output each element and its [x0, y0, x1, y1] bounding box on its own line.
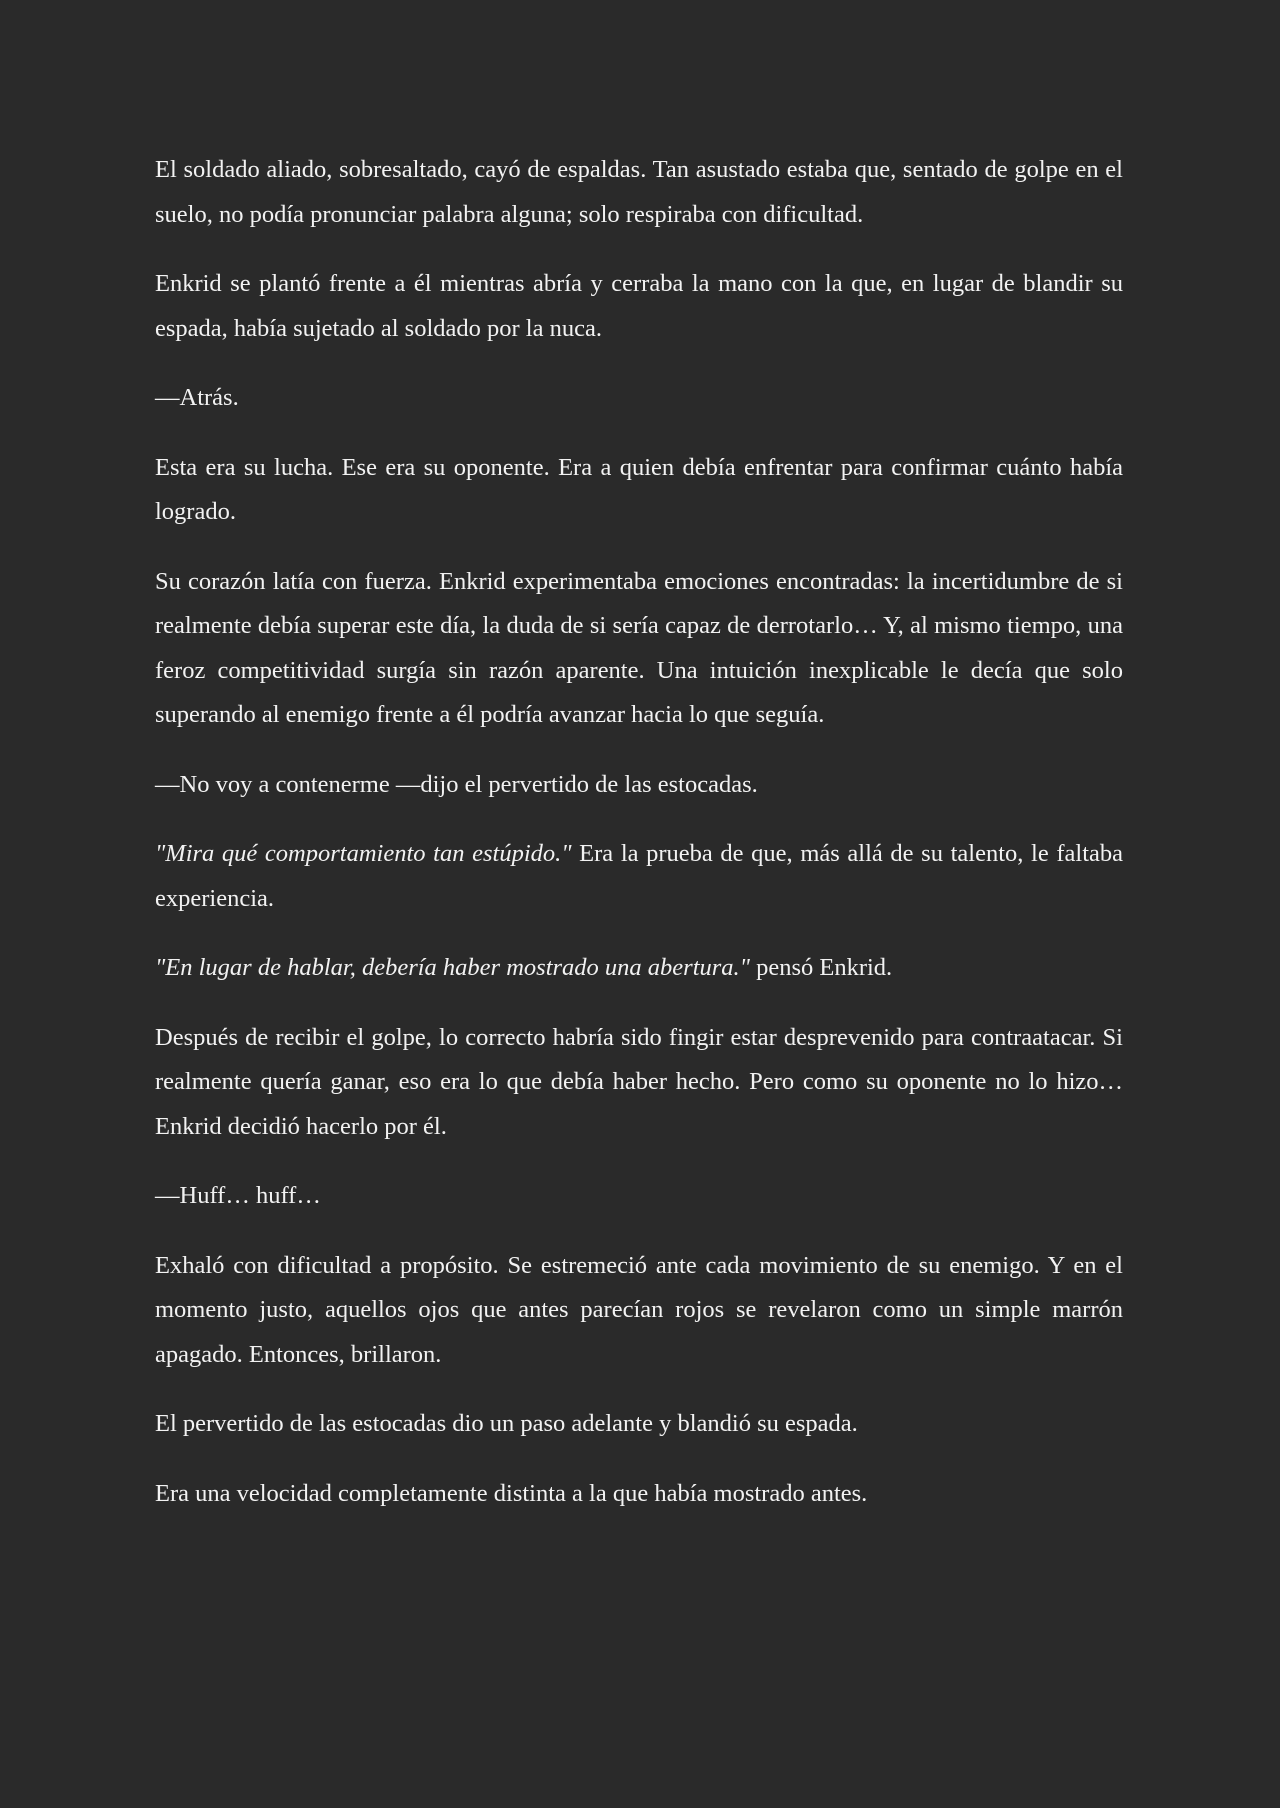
paragraph-text: Era la prueba de que, más allá de su talento, le faltaba experiencia.	[155, 840, 1123, 912]
inner-thought: "Mira qué comportamiento tan estúpido."	[155, 840, 572, 867]
paragraph: Esta era su lucha. Ese era su oponente. Era a quien debía enfrentar para confirmar cuánto había logrado.	[155, 453, 1123, 525]
paragraph: Después de recibir el golpe, lo correcto habría sido fingir estar desprevenido para contraatacar. Si realmente quería ganar, eso era lo que debía haber hecho. Pero como su oponente no lo hizo… Enkrid decidió hacerlo por él.	[155, 1023, 1123, 1140]
dialogue-line: —No voy a contenerme —dijo el pervertido de las estocadas.	[155, 770, 758, 798]
paragraph: El soldado aliado, sobresaltado, cayó de espaldas. Tan asustado estaba que, sentado de golpe en el suelo, no podía pronunciar palabra alguna; solo respiraba con dificultad.	[155, 156, 1123, 228]
paragraph: Exhaló con dificultad a propósito. Se estremeció ante cada movimiento de su enemigo. Y en el momento justo, aquellos ojos que antes parecían rojos se revelaron como un simple marrón apagado. Entonces, brillaron.	[155, 1251, 1123, 1368]
dialogue-line: —Huff… huff…	[155, 1182, 321, 1209]
reader-page	[155, 148, 1123, 1541]
paragraph-with-thought	[155, 832, 1123, 921]
paragraph-text: pensó Enkrid.	[749, 954, 893, 981]
paragraph: Enkrid se plantó frente a él mientras abría y cerraba la mano con la que, en lugar de blandir su espada, había sujetado al soldado por la nuca.	[155, 270, 1123, 342]
inner-thought: "En lugar de hablar, debería haber mostrado una abertura."	[155, 954, 750, 981]
paragraph: Era una velocidad completamente distinta a la que había mostrado antes.	[155, 1479, 868, 1507]
paragraph-with-thought	[155, 946, 1123, 991]
paragraph: El pervertido de las estocadas dio un paso adelante y blandió su espada.	[155, 1410, 858, 1437]
dialogue-line: —Atrás.	[155, 384, 239, 411]
paragraph: Su corazón latía con fuerza. Enkrid experimentaba emociones encontradas: la incertidumbre de si realmente debía superar este día, la duda de si sería capaz de derrotarlo… Y, al mismo tiempo, una feroz competitividad surgía sin razón aparente. Una intuición inexplicable le decía que solo superando al enemigo frente a él podría avanzar hacia lo que seguía.	[155, 567, 1123, 728]
